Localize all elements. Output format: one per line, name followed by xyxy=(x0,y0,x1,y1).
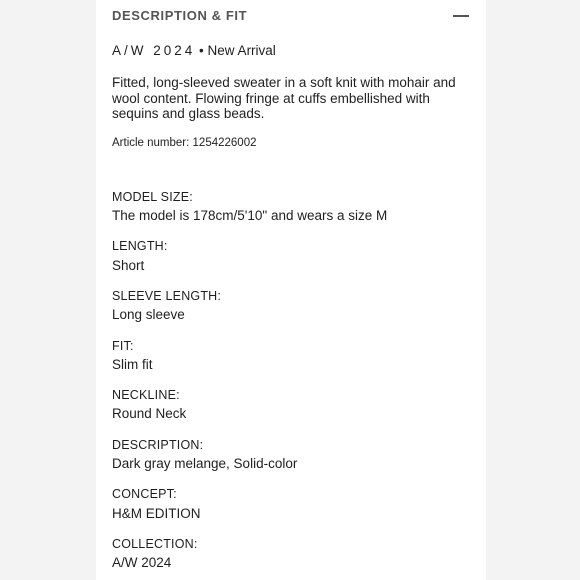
attr-label-model-size: MODEL SIZE: xyxy=(112,190,193,204)
article-number: Article number: 1254226002 xyxy=(112,137,257,149)
season-line xyxy=(112,43,472,59)
season-separator: • xyxy=(199,43,204,58)
attr-label-fit: FIT: xyxy=(112,339,134,353)
attr-value-sleeve-length: Long sleeve xyxy=(112,307,185,322)
attr-value-model-size: The model is 178cm/5'10" and wears a size M xyxy=(112,208,388,223)
minus-icon[interactable] xyxy=(452,7,470,25)
section-title: DESCRIPTION & FIT xyxy=(112,8,248,23)
attr-value-fit: Slim fit xyxy=(112,357,153,372)
product-description: Fitted, long-sleeved sweater in a soft knit with mohair and wool content. Flowing fringe at cuffs embellished with sequins and glass beads. xyxy=(112,75,456,121)
attr-label-length: LENGTH: xyxy=(112,239,168,253)
season-code: A/W 2024 xyxy=(112,43,196,58)
attr-value-neckline: Round Neck xyxy=(112,406,187,421)
attr-value-description: Dark gray melange, Solid-color xyxy=(112,456,298,471)
accordion-header[interactable] xyxy=(112,7,470,25)
season-tag: New Arrival xyxy=(207,43,276,58)
attr-value-length: Short xyxy=(112,258,145,273)
attr-label-concept: CONCEPT: xyxy=(112,487,177,501)
attr-label-description: DESCRIPTION: xyxy=(112,438,204,452)
description-fit-panel xyxy=(96,0,486,580)
attr-value-collection: A/W 2024 xyxy=(112,555,172,570)
attr-value-concept: H&M EDITION xyxy=(112,506,201,521)
attr-label-neckline: NECKLINE: xyxy=(112,388,180,402)
attr-label-collection: COLLECTION: xyxy=(112,537,198,551)
attr-label-sleeve-length: SLEEVE LENGTH: xyxy=(112,289,222,303)
